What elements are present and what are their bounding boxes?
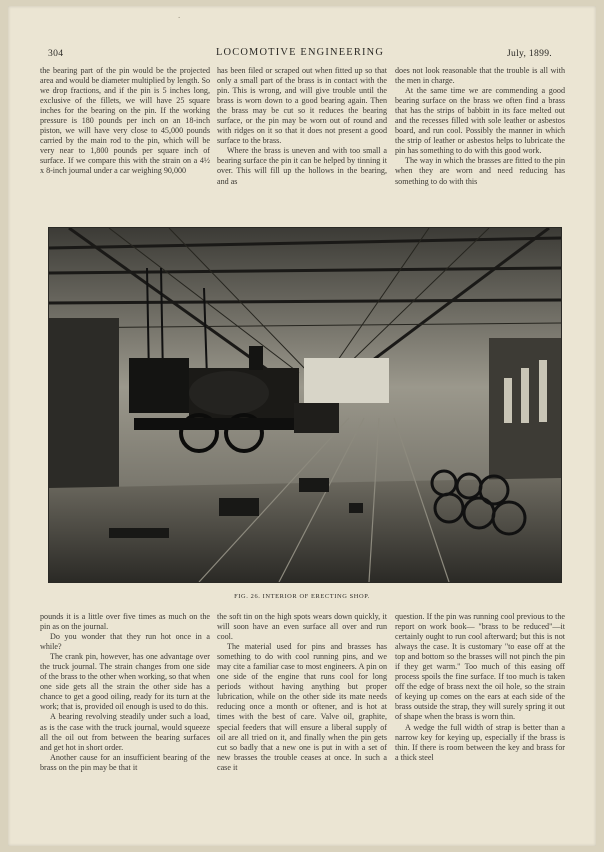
erecting-shop-photograph <box>48 227 562 583</box>
top-column-2 <box>217 66 387 222</box>
top-column-1 <box>40 66 210 222</box>
figure-caption: FIG. 26. INTERIOR OF ERECTING SHOP. <box>234 593 370 600</box>
page-header <box>48 46 552 62</box>
paragraph: The crank pin, however, has one advantage over the truck journal. The strain changes from one side of the brass to the other when working, so that when one side gets all the strain the other side has a chance to get a good oiling, ready for its turn at the work; that is, provided oil enough is used to do this. <box>40 652 210 712</box>
bottom-column-3 <box>395 612 565 846</box>
paragraph: has been filed or scraped out when fitted up so that only a small part of the brass is in contact with the pin. This is wrong, and will give trouble until the brass is worn down to a good bearing again. Then the brass may be cut so it reduces the bearing surface, or the pin may be worn out of round and with ridges on it so that it does not present a good surface to the brass. <box>217 66 387 146</box>
top-column-3 <box>395 66 565 222</box>
bottom-column-2 <box>217 612 387 846</box>
issue-date: July, 1899. <box>506 48 552 59</box>
paragraph: At the same time we are commending a good bearing surface on the brass we often find a brass that has the strips of babbitt in its face melted out and the recesses filled with sole leather or asbestos board, and run cool. Possibly the manner in which the strip of leather or asbestos helps to lubricate the pin has something to do with this good work. <box>395 86 565 156</box>
paragraph: A wedge the full width of strap is better than a narrow key for keying up, especially if the brass is thin. If there is room between the key and brass for a thick steel <box>395 722 565 762</box>
page-number: 304 <box>48 48 64 59</box>
paragraph: Where the brass is uneven and with too small a bearing surface the pin it can be helped by tinning it over. This will fill up the hollows in the bearing, and as <box>217 146 387 186</box>
paragraph: the soft tin on the high spots wears down quickly, it will soon have an even surface all over and run cool. <box>217 612 387 642</box>
paragraph: the bearing part of the pin would be the projected area and would be diameter multiplied by length. So we drop fractions, and if the pin is 5 inches long, exclusive of the fillets, we will have 25 square inches for the bearing on the pin. If the working pressure is 180 pounds per inch on an 18-inch piston, we will have very close to 45,000 pounds carried by the main rod to the pin, which will be very near to 1,800 pounds per square inch of surface. If we compare this with the strain on a 4½ x 8-inch journal under a car weighing 90,000 <box>40 66 210 176</box>
paragraph: Do you wonder that they run hot once in a while? <box>40 632 210 652</box>
journal-title: LOCOMOTIVE ENGINEERING <box>215 47 385 58</box>
paragraph: does not look reasonable that the trouble is all with the men in charge. <box>395 66 565 86</box>
pencil-mark: . <box>178 10 181 20</box>
paragraph: pounds it is a little over five times as much on the pin as on the journal. <box>40 612 210 632</box>
magazine-page <box>8 6 596 846</box>
paragraph: The material used for pins and brasses has something to do with cool running pins, and we may cite a familiar case to most engineers. A pin on one side of the engine that runs cool for long periods without having anything but proper lubrication, while on the other side its mate needs reducing once a month or oftener, and is hot at times with the best of care. Valve oil, graphite, special feeders that will ensure a liberal supply of oil are all tried on it, and finally when the pin gets cut so badly that a new one is put in with a set of new brasses the trouble ceases at once. In such a case it <box>217 642 387 772</box>
paragraph: A bearing revolving steadily under such a load, as is the case with the truck journal, would squeeze all the oil out from between the bearing surfaces and get hot in short order. <box>40 712 210 752</box>
bottom-column-1 <box>40 612 210 846</box>
paragraph: question. If the pin was running cool previous to the report on work book— "brass to be reduced"—it certainly ought to run cool afterward; but this is not always the case. It is customary "to ease off at the top and bottom so the brasses will not pinch the pin if they get warm." Too much of this easing off process spoils the fine surface. If too much is taken off the edge of brass next the oil hole, so the strain of keying up comes on the ears at each side of the brass outside the strap, they will surely spring it out of shape when the brass is worn thin. <box>395 612 565 722</box>
paragraph: Another cause for an insufficient bearing of the brass on the pin may be that it <box>40 752 210 772</box>
paragraph: The way in which the brasses are fitted to the pin when they are worn and need reducing has something to do with this <box>395 156 565 186</box>
